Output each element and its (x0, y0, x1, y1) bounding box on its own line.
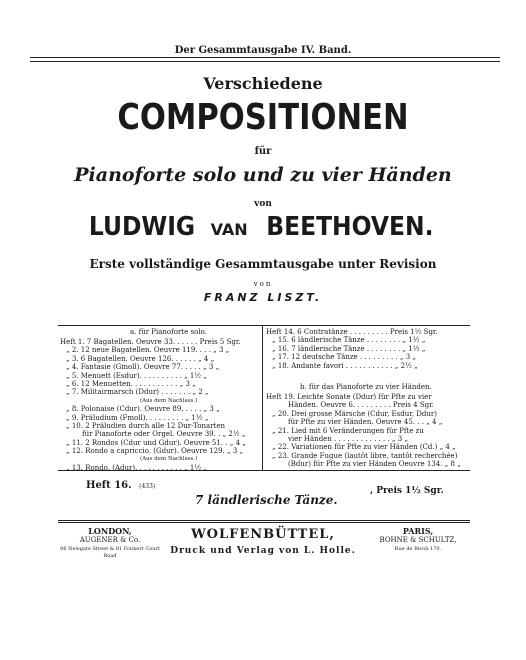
list-item: „ 12. Rondo a capriccio. (Gdur). Oeuvre 129. „ 3 „ (66, 447, 244, 456)
edition-line: Erste vollständige Gesammtausgabe unter Revision (89, 257, 437, 271)
catalog-rule-divider (262, 325, 263, 470)
paris-address: Rue de Rivoli 170. (394, 546, 442, 552)
list-item: „ 16. 7 ländlerische Tänze . . . . . . . . „ 1½ „ (272, 344, 426, 353)
left-list (60, 338, 260, 472)
list-item: „ 20. Drei grosse Märsche (Cdur, Esdur, Ddur) (272, 409, 437, 418)
list-item: „ 9. Präludium (Fmoll). . . . . . . . . „ 1½ „ (66, 413, 209, 422)
list-item: Heft 1. 7 Bagatellen. Oeuvre 33. . . . . . Preis 5 Sgr. (60, 338, 241, 346)
composer-van: VAN (210, 220, 248, 239)
left-heading: a. für Pianoforte solo. (130, 328, 207, 336)
current-number: (433) (139, 483, 156, 490)
list-item: „ 4. Fantasie (Gmoll). Oeuvre 77. . . . . „ 3 „ (66, 363, 220, 372)
list-item: „ 11. 2 Rondos (Cdur und Gdur). Oeuvre 51. . „ 4 „ (66, 438, 246, 447)
list-item: „ 5. Menuett (Esdur). . . . . . . . . . „ 1½ „ (66, 371, 208, 380)
editor-name: FRANZ LISZT. (203, 291, 323, 304)
london-publisher: AUGENER & Co. (79, 536, 141, 544)
list-note: (Aus dem Nachlass.) (140, 456, 198, 463)
composer-last: BEETHOVEN. (266, 212, 434, 242)
list-item: „ 8. Polonaise (Cdur). Oeuvre 89. . . . . „ 3 „ (66, 405, 220, 414)
list-item: vier Händen . . . . . . . . . . . . . „ 3 „ (288, 434, 409, 443)
footer-rule-top (58, 520, 470, 521)
list-item: (Bdur) für Pfte zu vier Händen Oeuvre 134. „ 8 „ (288, 460, 461, 469)
list-item: „ 22. Variationen für Pfte zu vier Händen (Cd.) „ 4 „ (272, 443, 456, 452)
current-heft (86, 480, 155, 491)
list-item: „ 7. Militairmarsch (Ddur) . . . . . . . „ 2 „ (66, 388, 209, 397)
volume-line: Der Gesammtausgabe IV. Band. (174, 45, 352, 56)
list-item: „ 13. Rondo. (Adur). . . . . . . . . . . „ 1½ „ (66, 463, 207, 472)
current-title: 7 ländlerische Tänze. (195, 493, 338, 507)
right-list-top (266, 328, 472, 370)
list-item: „ 3. 6 Bagatellen. Oeuvre 126. . . . . . „ 4 „ (66, 354, 215, 363)
list-item: Händen. Oeuvre 6. . . . . . . . . Preis 4 Sgr. (288, 401, 434, 410)
list-item: „ 18. Andante favori . . . . . . . . . . . „ 2½ „ (272, 361, 418, 370)
header-rule-bottom (30, 61, 500, 62)
composer-first: LUDWIG (89, 212, 196, 242)
list-item: „ 6. 12 Menuetten. . . . . . . . . . . „ 3 „ (66, 379, 196, 388)
list-item: für Pianoforte oder Orgel. Oeuvre 39. . „ 2½ „ (82, 430, 246, 439)
current-heft-label: Heft 16. (86, 480, 132, 491)
list-item: Heft 14. 6 Contratänze . . . . . . . . . Preis 1½ Sgr. (266, 328, 438, 336)
title-von: von (254, 199, 272, 209)
title-fuer: für (254, 146, 272, 157)
catalog-rule-top (58, 325, 470, 326)
list-item: „ 17. 12 deutsche Tänze . . . . . . . . . „ 3 „ (272, 353, 417, 362)
composer-name (0, 212, 526, 242)
london-city: LONDON, (88, 526, 132, 536)
footer-right (368, 528, 468, 553)
druck-verlag: Druck und Verlag von L. Holle. (170, 546, 356, 556)
wolfenbuettel-city: WOLFENBÜTTEL, (191, 527, 335, 542)
title-compositionen: COMPOSITIONEN (117, 97, 409, 138)
list-item: „ 23. Grande Fugue (lautôt libre, tantôt recherchée) (272, 451, 458, 460)
edition-von: von (253, 280, 273, 288)
current-price: , Preis 1½ Sgr. (370, 486, 444, 496)
london-address: 86 Newgate Street & 81 Foubert Court Road (60, 546, 160, 559)
title-verschiedene: Verschiedene (203, 74, 323, 93)
list-item: „ 2. 12 neue Bagatellen. Oeuvre 119. . . . „ 3 „ (66, 346, 230, 355)
header-rule-top (30, 57, 500, 58)
list-item: „ 10. 2 Präludien durch alle 12 Dur-Tonarten (66, 421, 226, 430)
footer-rule-top-2 (58, 522, 470, 523)
right-heading: b. für das Pianoforte zu vier Händen. (300, 383, 432, 391)
list-item: für Pfte zu vier Händen. Oeuvre 45. . . „ 4 „ (288, 418, 443, 427)
paris-publisher: BOHNE & SCHULTZ, (379, 536, 457, 544)
list-note: (Aus dem Nachlass.) (140, 397, 198, 404)
list-item: Heft 19. Leichte Sonate (Ddur) für Pfte zu vier (266, 393, 432, 401)
paris-city: PARIS, (402, 526, 434, 536)
list-item: „ 15. 6 ländlerische Tänze . . . . . . . . „ 1½ „ (272, 336, 426, 345)
title-pianoforte: Pianoforte solo und zu vier Händen (74, 164, 452, 186)
list-item: „ 21. Lied mit 6 Veränderungen für Pfte zu (272, 426, 424, 435)
right-list-bottom (266, 393, 472, 469)
